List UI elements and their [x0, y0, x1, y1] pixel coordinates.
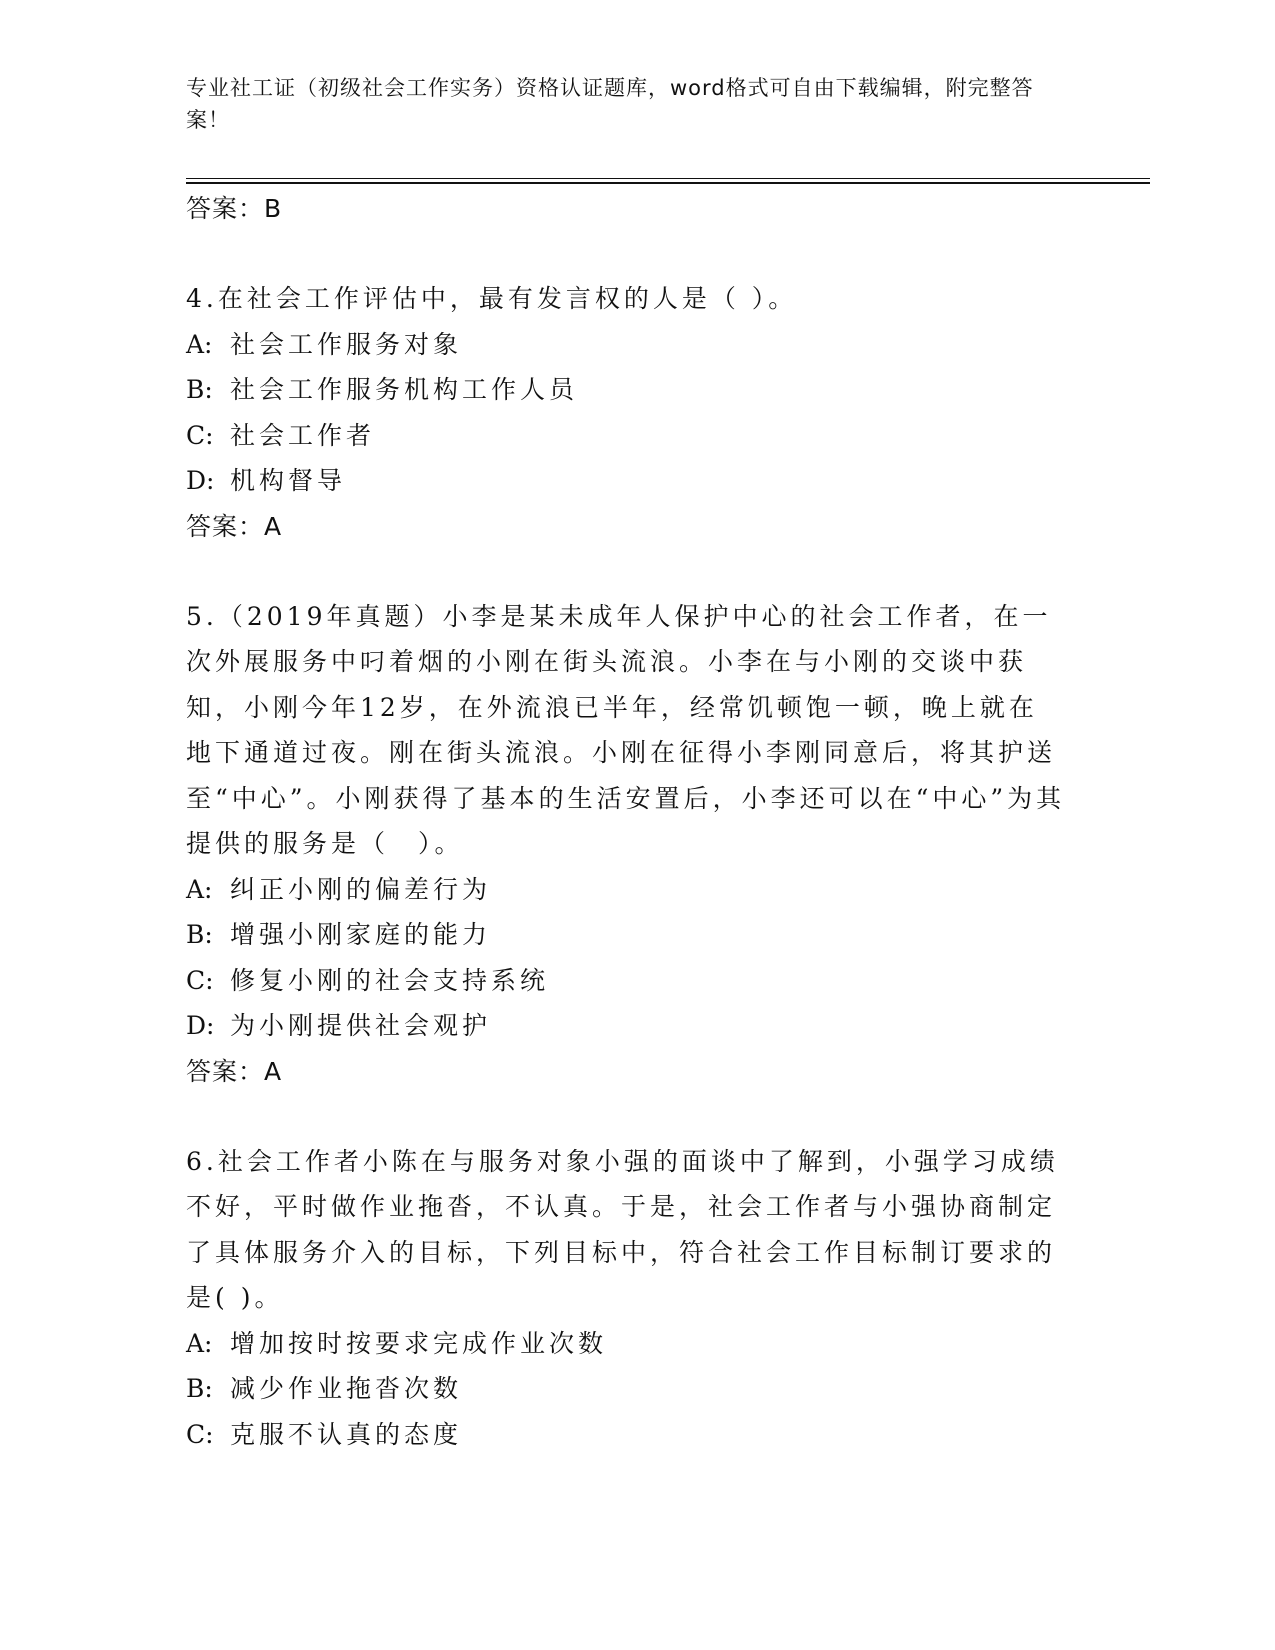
- question-list: [186, 186, 1066, 1457]
- header-rule-thick: [186, 182, 1150, 184]
- spacer: [186, 1094, 1066, 1139]
- question-6-option-c: [186, 1412, 1066, 1458]
- question-5-option-a: [186, 867, 1066, 913]
- document-header: [186, 72, 1066, 136]
- option-text: 减少作业拖沓次数: [230, 1374, 463, 1403]
- question-4-option-c: [186, 413, 1066, 459]
- question-4-option-b: [186, 367, 1066, 413]
- question-5-answer: 答案：A: [186, 1056, 283, 1086]
- option-text: 克服不认真的态度: [230, 1419, 463, 1449]
- option-text: 机构督导: [230, 466, 347, 495]
- option-text: 社会工作者: [230, 420, 376, 450]
- question-5-text: 5.（2019年真题）小李是某未成年人保护中心的社会工作者，在一次外展服务中叼着烟的小刚在街头流浪。小李在与小刚的交谈中获知，小刚今年12岁，在外流浪已半年，经常饥顿饱一顿，晚上就在地下通道过夜。刚在街头流浪。小刚在征得小李刚同意后，将其护送至“中心”。小刚获得了基本的生活安置后，小李还可以在“中心”为其提供的服务是（ ）。: [186, 601, 1066, 858]
- question-5-option-b: [186, 912, 1066, 958]
- option-text: 为小刚提供社会观护: [230, 1011, 492, 1040]
- question-4-answer: 答案：A: [186, 511, 283, 541]
- question-5-option-c: [186, 958, 1066, 1004]
- option-key: D:: [186, 1011, 215, 1040]
- question-6-option-a: [186, 1321, 1066, 1367]
- option-key: B:: [186, 1374, 213, 1403]
- option-key: A:: [186, 1328, 213, 1358]
- question-5-option-d: [186, 1003, 1066, 1049]
- question-6-option-b: [186, 1366, 1066, 1412]
- option-text: 增强小刚家庭的能力: [230, 920, 492, 949]
- question-4-option-a: [186, 322, 1066, 368]
- question-4-text: 4.在社会工作评估中，最有发言权的人是（ ）。: [186, 284, 798, 313]
- answer-line-prev: 答案：B: [186, 194, 283, 223]
- header-rule-thin: [186, 178, 1150, 179]
- option-key: B:: [186, 920, 213, 949]
- option-key: B:: [186, 375, 213, 404]
- spacer: [186, 549, 1066, 594]
- option-text: 修复小刚的社会支持系统: [230, 965, 550, 995]
- question-4-option-d: [186, 458, 1066, 504]
- option-key: A:: [186, 329, 213, 359]
- option-key: A:: [186, 874, 213, 904]
- option-text: 增加按时按要求完成作业次数: [230, 1328, 608, 1358]
- option-key: C:: [186, 1419, 214, 1449]
- option-key: C:: [186, 420, 214, 450]
- spacer: [186, 231, 1066, 276]
- option-key: C:: [186, 965, 214, 995]
- option-text: 社会工作服务机构工作人员: [230, 375, 579, 404]
- header-text: 专业社工证（初级社会工作实务）资格认证题库，word格式可自由下载编辑，附完整答案！: [186, 76, 1034, 132]
- question-6-text: 6.社会工作者小陈在与服务对象小强的面谈中了解到，小强学习成绩不好，平时做作业拖沓，不认真。于是，社会工作者与小强协商制定了具体服务介入的目标，下列目标中，符合社会工作目标制订要求的是( )。: [186, 1146, 1059, 1312]
- option-text: 纠正小刚的偏差行为: [230, 874, 492, 904]
- option-key: D:: [186, 466, 215, 495]
- option-text: 社会工作服务对象: [230, 329, 463, 359]
